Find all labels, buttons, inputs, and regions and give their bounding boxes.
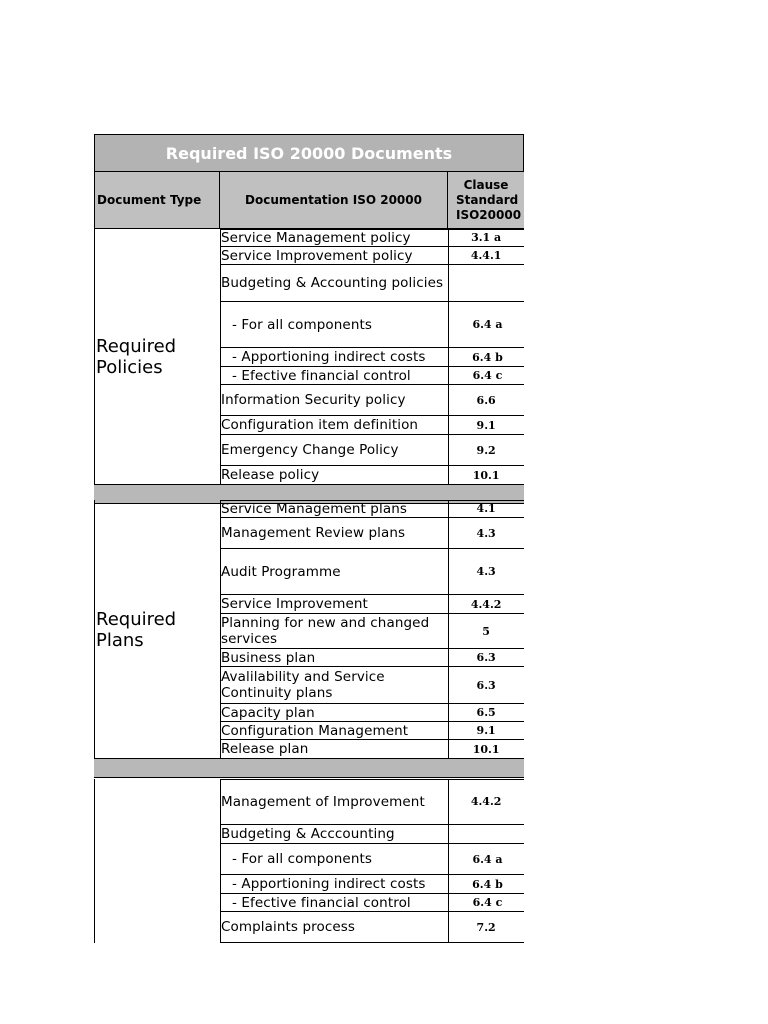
row-document: Configuration Management <box>221 722 409 739</box>
section-label <box>96 229 220 485</box>
row-clause: 4.4.1 <box>470 249 502 262</box>
header-document-type: Document Type <box>94 172 220 229</box>
table-row <box>220 779 524 825</box>
row-clause <box>448 265 524 301</box>
row-document: Management Review plans <box>221 525 406 541</box>
row-clause: 10.1 <box>472 468 500 482</box>
table-row <box>220 500 524 518</box>
table-row <box>220 740 524 759</box>
row-document: Management of Improvement <box>221 793 425 810</box>
table-row <box>220 844 524 875</box>
row-clause <box>448 825 524 843</box>
table-left-border <box>94 500 95 759</box>
table-row <box>220 518 524 549</box>
table-left-border <box>94 779 95 943</box>
section-label <box>96 779 220 943</box>
table-row <box>220 667 524 704</box>
table-row <box>220 549 524 595</box>
row-document: Configuration item definition <box>221 417 419 433</box>
row-clause: 6.3 <box>476 678 496 692</box>
row-clause: 6.3 <box>476 651 496 664</box>
row-document: - Apportioning indirect costs <box>232 349 426 365</box>
table-row <box>220 875 524 894</box>
row-document: Release plan <box>221 741 309 757</box>
row-document: Capacity plan <box>221 704 315 721</box>
table-row <box>220 912 524 943</box>
table-row <box>220 704 524 722</box>
table-row <box>220 265 524 302</box>
row-document: - Apportioning indirect costs <box>232 876 426 892</box>
row-clause: 6.5 <box>476 706 496 719</box>
row-clause: 6.4 c <box>472 369 503 382</box>
table-row <box>220 302 524 348</box>
row-document: Service Improvement policy <box>221 247 413 264</box>
header-clause: Clause Standard ISO20000 <box>448 172 524 229</box>
header-documentation: Documentation ISO 20000 <box>220 172 448 229</box>
section-label-text: Required Policies <box>96 336 177 378</box>
table-title: Required ISO 20000 Documents <box>94 134 524 172</box>
row-document: Budgeting & Acccounting <box>221 826 395 842</box>
row-clause: 10.1 <box>472 742 500 756</box>
section-separator <box>94 758 524 778</box>
row-clause: 6.4 b <box>472 350 503 364</box>
table-row <box>220 595 524 614</box>
table-row <box>220 649 524 667</box>
row-clause: 6.4 c <box>472 896 503 909</box>
section-label-text: Required Plans <box>96 608 177 651</box>
row-clause: 6.4 b <box>472 877 503 891</box>
row-document: Service Management plans <box>221 500 407 517</box>
row-document: - For all components <box>232 316 373 333</box>
row-document: Audit Programme <box>221 563 341 580</box>
table-row <box>220 385 524 416</box>
table-row <box>220 466 524 485</box>
row-document: Complaints process <box>221 919 356 935</box>
row-clause: 9.1 <box>476 724 496 737</box>
table-row <box>220 247 524 265</box>
row-clause: 4.3 <box>476 526 496 540</box>
row-clause: 9.2 <box>476 443 496 457</box>
row-document: - For all components <box>232 851 373 867</box>
row-clause: 4.3 <box>476 565 496 578</box>
row-clause: 4.4.2 <box>470 795 502 808</box>
table-row <box>220 416 524 435</box>
row-document: Emergency Change Policy <box>221 442 399 458</box>
table-row <box>220 722 524 740</box>
table-row <box>220 367 524 385</box>
table-row <box>220 825 524 844</box>
row-document: Planning for new and changed services <box>221 615 430 647</box>
row-clause: 9.1 <box>476 418 496 432</box>
table-row <box>220 894 524 912</box>
row-document: Business plan <box>221 649 316 666</box>
row-document: Information Security policy <box>221 392 406 408</box>
table-row <box>220 614 524 649</box>
table-row <box>220 229 524 247</box>
row-clause: 3.1 a <box>471 231 502 244</box>
table-left-border <box>94 229 95 485</box>
row-document: Avalilability and Service Continuity plans <box>221 669 385 701</box>
row-clause: 7.2 <box>476 920 496 934</box>
row-clause: 4.1 <box>476 502 496 515</box>
section-label <box>96 500 220 759</box>
row-document: Budgeting & Accounting policies <box>221 275 444 291</box>
row-clause: 6.6 <box>476 393 496 407</box>
row-document: - Efective financial control <box>232 894 411 911</box>
row-document: Release policy <box>221 467 320 483</box>
row-document: Service Improvement <box>221 596 368 612</box>
row-document: - Efective financial control <box>232 367 411 384</box>
row-clause: 4.4.2 <box>470 597 502 611</box>
table-row <box>220 348 524 367</box>
row-clause: 6.4 a <box>472 852 503 866</box>
row-clause: 5 <box>482 624 490 638</box>
row-clause: 6.4 a <box>472 318 503 331</box>
row-document: Service Management policy <box>221 229 411 246</box>
table-row <box>220 435 524 466</box>
